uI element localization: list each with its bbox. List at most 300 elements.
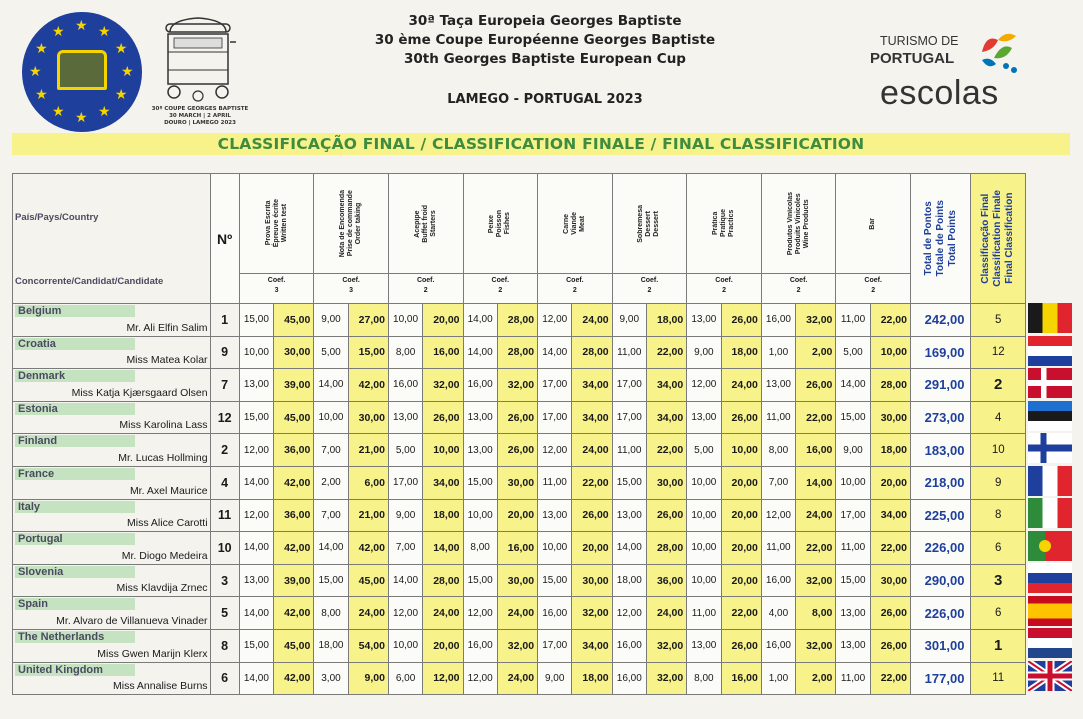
netherlands-flag-icon [1028,628,1072,658]
raw-score: 14,00 [314,532,348,565]
raw-score: 12,00 [761,499,795,532]
classification-table [12,173,1026,695]
raw-score: 16,00 [388,369,422,402]
france-flag-icon [1028,466,1072,496]
final-rank: 6 [971,597,1026,630]
category-header: Bar [836,174,911,274]
category-header: Sobremesa Dessert Dessert [612,174,687,274]
star-icon: ★ [98,103,111,120]
final-rank: 2 [971,369,1026,402]
weighted-score: 16,00 [796,434,836,467]
raw-score: 11,00 [761,532,795,565]
weighted-score: 32,00 [572,597,612,630]
estonia-flag-icon [1028,401,1072,431]
weighted-score: 18,00 [870,434,910,467]
weighted-score: 14,00 [796,466,836,499]
candidate-name: Mr. Axel Maurice [129,484,208,497]
candidate-name: Mr. Ali Elfin Salim [126,321,208,334]
raw-score: 11,00 [836,662,870,695]
weighted-score: 24,00 [348,597,388,630]
total-points-header: Total de Pontos Totale de Points Total Points [910,174,970,304]
competitor-number: 3 [210,564,239,597]
raw-score: 12,00 [538,304,572,337]
weighted-score: 18,00 [721,336,761,369]
table-row [13,336,1026,369]
weighted-score: 42,00 [274,532,314,565]
weighted-score: 24,00 [572,434,612,467]
star-icon: ★ [52,103,65,120]
raw-score: 14,00 [239,662,273,695]
weighted-score: 22,00 [796,532,836,565]
country-cell [13,466,211,499]
competitor-number: 4 [210,466,239,499]
raw-score: 15,00 [463,466,497,499]
raw-score: 15,00 [239,401,273,434]
table-row [13,304,1026,337]
coef-cell: Coef. 3 [239,274,314,304]
star-icon: ★ [98,24,111,41]
total-points: 291,00 [910,369,970,402]
weighted-score: 30,00 [274,336,314,369]
competitor-number: 6 [210,662,239,695]
weighted-score: 28,00 [572,336,612,369]
raw-score: 13,00 [538,499,572,532]
raw-score: 18,00 [612,564,646,597]
country-header: País/Pays/Country [15,212,99,223]
belgium-flag-icon [1028,303,1072,333]
raw-score: 13,00 [836,629,870,662]
table-row [13,434,1026,467]
total-points: 290,00 [910,564,970,597]
raw-score: 13,00 [463,401,497,434]
star-icon: ★ [35,41,48,57]
weighted-score: 45,00 [348,564,388,597]
weighted-score: 34,00 [423,466,463,499]
competitor-number: 7 [210,369,239,402]
weighted-score: 16,00 [423,336,463,369]
weighted-score: 26,00 [796,369,836,402]
table-row [13,564,1026,597]
raw-score: 14,00 [612,532,646,565]
weighted-score: 26,00 [721,629,761,662]
weighted-score: 24,00 [423,597,463,630]
event-titles [330,12,760,69]
trolley-caption: 30ª COUPE GEORGES BAPTISTE 30 MARCH | 2 APRIL DOURO | LAMEGO 2023 [151,106,249,126]
competitor-number: 12 [210,401,239,434]
raw-score: 10,00 [538,532,572,565]
raw-score: 15,00 [463,564,497,597]
uk-flag-icon [1028,661,1072,691]
final-rank: 10 [971,434,1026,467]
country-cell [13,401,211,434]
weighted-score: 30,00 [497,564,537,597]
weighted-score: 12,00 [423,662,463,695]
raw-score: 8,00 [761,434,795,467]
weighted-score: 32,00 [646,629,686,662]
country-cell [13,369,211,402]
weighted-score: 2,00 [796,662,836,695]
raw-score: 12,00 [239,499,273,532]
portugal-tourism-icon [976,30,1026,80]
raw-score: 15,00 [612,466,646,499]
raw-score: 8,00 [314,597,348,630]
coef-cell: Coef. 2 [463,274,538,304]
weighted-score: 32,00 [796,304,836,337]
coef-cell: Coef. 2 [761,274,836,304]
weighted-score: 45,00 [274,401,314,434]
weighted-score: 22,00 [646,434,686,467]
raw-score: 10,00 [463,499,497,532]
raw-score: 17,00 [538,629,572,662]
weighted-score: 54,00 [348,629,388,662]
total-points: 218,00 [910,466,970,499]
competitor-number: 11 [210,499,239,532]
portugal-flag-icon [1028,531,1072,561]
raw-score: 13,00 [612,499,646,532]
raw-score: 10,00 [388,629,422,662]
candidate-header: Concorrente/Candidat/Candidate [15,276,164,287]
final-rank: 9 [971,466,1026,499]
raw-score: 7,00 [761,466,795,499]
raw-score: 8,00 [687,662,721,695]
final-classification-banner: CLASSIFICAÇÃO FINAL / CLASSIFICATION FINALE / FINAL CLASSIFICATION [12,133,1070,155]
denmark-flag-icon [1028,368,1072,398]
raw-score: 1,00 [761,336,795,369]
table-row [13,597,1026,630]
weighted-score: 39,00 [274,369,314,402]
weighted-score: 36,00 [274,499,314,532]
weighted-score: 36,00 [646,564,686,597]
raw-score: 13,00 [687,304,721,337]
weighted-score: 45,00 [274,304,314,337]
weighted-score: 26,00 [721,401,761,434]
raw-score: 16,00 [761,564,795,597]
weighted-score: 28,00 [423,564,463,597]
total-points: 242,00 [910,304,970,337]
weighted-score: 20,00 [423,304,463,337]
raw-score: 6,00 [388,662,422,695]
coef-cell: Coef. 2 [388,274,463,304]
candidate-name: Miss Matea Kolar [126,354,208,367]
raw-score: 10,00 [687,564,721,597]
country-name: Croatia [15,338,135,350]
competitor-number: 8 [210,629,239,662]
candidate-name: Mr. Alvaro de Villanueva Vinader [56,614,208,627]
weighted-score: 26,00 [646,499,686,532]
total-points: 177,00 [910,662,970,695]
weighted-score: 27,00 [348,304,388,337]
raw-score: 11,00 [612,434,646,467]
candidate-name: Miss Alice Carotti [127,517,208,530]
weighted-score: 15,00 [348,336,388,369]
country-cell [13,629,211,662]
raw-score: 10,00 [836,466,870,499]
european-cup-logo [22,12,142,132]
candidate-name: Miss Karolina Lass [119,419,208,432]
raw-score: 14,00 [314,369,348,402]
raw-score: 12,00 [463,662,497,695]
country-cell [13,662,211,695]
weighted-score: 28,00 [646,532,686,565]
weighted-score: 20,00 [721,564,761,597]
raw-score: 14,00 [836,369,870,402]
raw-score: 14,00 [388,564,422,597]
raw-score: 10,00 [388,304,422,337]
star-icon: ★ [75,18,88,34]
turismo-portugal-logo: TURISMO DE PORTUGAL escolas [862,30,1062,110]
country-name: The Netherlands [15,631,135,643]
raw-score: 16,00 [612,629,646,662]
raw-score: 14,00 [463,304,497,337]
weighted-score: 42,00 [274,466,314,499]
weighted-score: 22,00 [721,597,761,630]
weighted-score: 26,00 [721,304,761,337]
weighted-score: 24,00 [646,597,686,630]
final-rank: 5 [971,304,1026,337]
raw-score: 15,00 [314,564,348,597]
coef-cell: Coef. 3 [314,274,389,304]
raw-score: 11,00 [836,532,870,565]
trolley-icon [158,12,238,107]
weighted-score: 8,00 [796,597,836,630]
raw-score: 3,00 [314,662,348,695]
country-name: Spain [15,598,135,610]
total-points: 183,00 [910,434,970,467]
table-row [13,369,1026,402]
final-rank: 4 [971,401,1026,434]
weighted-score: 2,00 [796,336,836,369]
raw-score: 13,00 [687,629,721,662]
italy-flag-icon [1028,498,1072,528]
title-fr: 30 ème Coupe Européenne Georges Baptiste [374,32,716,48]
country-name: Slovenia [15,566,135,578]
weighted-score: 22,00 [870,662,910,695]
raw-score: 12,00 [463,597,497,630]
raw-score: 14,00 [463,336,497,369]
final-classification-header: Classificação Final Classification Finale Final Classification [971,174,1026,304]
raw-score: 16,00 [612,662,646,695]
raw-score: 10,00 [314,401,348,434]
weighted-score: 14,00 [423,532,463,565]
raw-score: 13,00 [388,401,422,434]
competitor-number: 5 [210,597,239,630]
weighted-score: 28,00 [497,304,537,337]
weighted-score: 18,00 [572,662,612,695]
weighted-score: 34,00 [870,499,910,532]
weighted-score: 24,00 [796,499,836,532]
raw-score: 15,00 [538,564,572,597]
coef-cell: Coef. 2 [612,274,687,304]
weighted-score: 30,00 [497,466,537,499]
final-rank: 1 [971,629,1026,662]
candidate-name: Miss Gwen Marijn Klerx [97,647,208,660]
title-en: 30th Georges Baptiste European Cup [404,51,686,67]
weighted-score: 34,00 [572,629,612,662]
country-name: United Kingdom [15,664,135,676]
category-header: Carne Viande Meat [538,174,613,274]
final-rank: 3 [971,564,1026,597]
flag-column [1028,303,1072,693]
title-pt: 30ª Taça Europeia Georges Baptiste [408,13,682,29]
weighted-score: 22,00 [796,401,836,434]
weighted-score: 20,00 [870,466,910,499]
coef-cell: Coef. 2 [538,274,613,304]
weighted-score: 26,00 [497,434,537,467]
country-name: Portugal [15,533,135,545]
raw-score: 13,00 [239,564,273,597]
weighted-score: 28,00 [870,369,910,402]
category-header: Peixe Poisson Fishes [463,174,538,274]
country-cell [13,597,211,630]
weighted-score: 30,00 [870,564,910,597]
star-icon: ★ [114,41,128,57]
weighted-score: 32,00 [423,369,463,402]
raw-score: 12,00 [538,434,572,467]
weighted-score: 42,00 [274,662,314,695]
raw-score: 5,00 [687,434,721,467]
cart-icon [57,50,107,90]
star-icon: ★ [121,64,134,80]
weighted-score: 32,00 [796,629,836,662]
table-row [13,629,1026,662]
weighted-score: 26,00 [572,499,612,532]
raw-score: 14,00 [239,466,273,499]
country-name: France [15,468,135,480]
candidate-name: Mr. Diogo Medeira [121,549,208,562]
raw-score: 11,00 [836,304,870,337]
raw-score: 16,00 [463,369,497,402]
candidate-name: Mr. Lucas Hollming [118,451,208,464]
total-points: 273,00 [910,401,970,434]
raw-score: 7,00 [314,499,348,532]
spain-flag-icon [1028,596,1072,626]
final-rank: 8 [971,499,1026,532]
country-cell [13,336,211,369]
weighted-score: 20,00 [721,499,761,532]
country-cell [13,434,211,467]
raw-score: 12,00 [687,369,721,402]
weighted-score: 39,00 [274,564,314,597]
raw-score: 10,00 [239,336,273,369]
weighted-score: 26,00 [497,401,537,434]
raw-score: 16,00 [538,597,572,630]
competitor-number: 1 [210,304,239,337]
raw-score: 11,00 [761,401,795,434]
competitor-number: 2 [210,434,239,467]
raw-score: 10,00 [687,499,721,532]
weighted-score: 22,00 [646,336,686,369]
raw-score: 4,00 [761,597,795,630]
slovenia-flag-icon [1028,563,1072,593]
category-header: Nota de Encomenda Prise de commande Order taking [314,174,389,274]
raw-score: 13,00 [463,434,497,467]
raw-score: 5,00 [388,434,422,467]
raw-score: 15,00 [239,304,273,337]
raw-score: 12,00 [612,597,646,630]
weighted-score: 10,00 [721,434,761,467]
candidate-name: Miss Annalise Burns [113,680,208,693]
raw-score: 11,00 [538,466,572,499]
weighted-score: 26,00 [423,401,463,434]
raw-score: 17,00 [612,401,646,434]
weighted-score: 20,00 [497,499,537,532]
star-icon: ★ [114,87,128,103]
raw-score: 9,00 [538,662,572,695]
raw-score: 9,00 [612,304,646,337]
table-row [13,532,1026,565]
total-points: 226,00 [910,532,970,565]
weighted-score: 30,00 [348,401,388,434]
raw-score: 16,00 [761,629,795,662]
raw-score: 14,00 [538,336,572,369]
total-points: 169,00 [910,336,970,369]
coef-cell: Coef. 2 [687,274,762,304]
raw-score: 16,00 [463,629,497,662]
raw-score: 12,00 [388,597,422,630]
table-row [13,401,1026,434]
final-rank: 11 [971,662,1026,695]
candidate-name: Miss Katja Kjærsgaard Olsen [71,386,208,399]
weighted-score: 18,00 [646,304,686,337]
weighted-score: 34,00 [646,369,686,402]
raw-score: 9,00 [836,434,870,467]
table-row [13,466,1026,499]
raw-score: 13,00 [687,401,721,434]
weighted-score: 22,00 [870,532,910,565]
raw-score: 7,00 [388,532,422,565]
weighted-score: 42,00 [348,369,388,402]
raw-score: 17,00 [538,401,572,434]
raw-score: 5,00 [836,336,870,369]
weighted-score: 9,00 [348,662,388,695]
category-header: Produtos Vinícolas Produits Vinicoles Wine Products [761,174,836,274]
star-icon: ★ [29,64,42,80]
raw-score: 1,00 [761,662,795,695]
weighted-score: 6,00 [348,466,388,499]
weighted-score: 20,00 [721,532,761,565]
weighted-score: 10,00 [423,434,463,467]
finland-flag-icon [1028,433,1072,463]
weighted-score: 10,00 [870,336,910,369]
raw-score: 18,00 [314,629,348,662]
competitor-number: 10 [210,532,239,565]
weighted-score: 22,00 [572,466,612,499]
country-name: Belgium [15,305,135,317]
raw-score: 16,00 [761,304,795,337]
raw-score: 5,00 [314,336,348,369]
weighted-score: 21,00 [348,434,388,467]
raw-score: 2,00 [314,466,348,499]
weighted-score: 42,00 [274,597,314,630]
raw-score: 13,00 [761,369,795,402]
category-header: Prova Escrita Épreuve écrite Written test [239,174,314,274]
raw-score: 15,00 [239,629,273,662]
weighted-score: 45,00 [274,629,314,662]
country-header-cell [13,174,211,304]
country-cell [13,304,211,337]
raw-score: 17,00 [612,369,646,402]
weighted-score: 32,00 [497,629,537,662]
raw-score: 7,00 [314,434,348,467]
weighted-score: 34,00 [572,369,612,402]
final-rank: 12 [971,336,1026,369]
raw-score: 11,00 [687,597,721,630]
raw-score: 10,00 [687,466,721,499]
country-cell [13,564,211,597]
weighted-score: 32,00 [497,369,537,402]
weighted-score: 24,00 [497,662,537,695]
weighted-score: 30,00 [572,564,612,597]
